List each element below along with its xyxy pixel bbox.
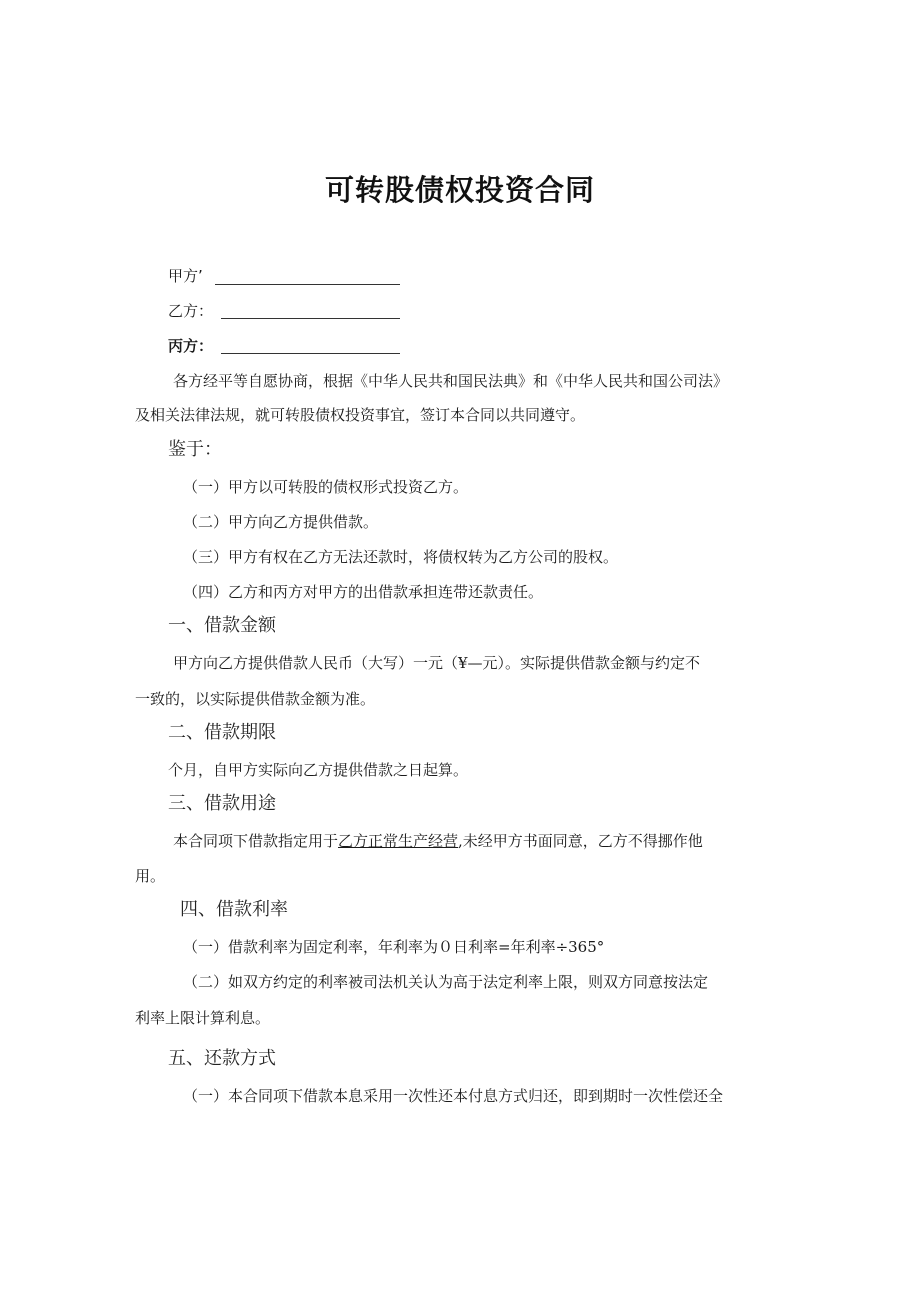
intro-line-1: 各方经平等自愿协商，根据《中华人民共和国民法典》和《中华人民共和国公司法》 [173,372,729,390]
section-1-line-2: 一致的，以实际提供借款金额为准。 [135,690,376,708]
party-c-label: 丙方： [168,337,214,355]
section-3-line-2: 用。 [135,867,166,885]
whereas-item-4: （四）乙方和丙方对甲方的出借款承担连带还款责任。 [183,583,544,601]
section-3-line-1 [173,831,703,851]
section-3-heading: 三、借款用途 [168,793,276,814]
section-5-heading: 五、还款方式 [168,1048,276,1069]
whereas-item-1: （一）甲方以可转股的债权形式投资乙方。 [183,478,469,496]
section-3-line-1-pre: 本合同项下借款指定用于 [173,832,339,850]
whereas-heading: 鉴于： [168,439,222,460]
whereas-item-2: （二）甲方向乙方提供借款。 [183,513,379,531]
party-b-label: 乙方： [168,302,214,320]
party-a-blank [215,284,400,285]
party-c-blank [221,353,400,354]
document-title: 可转股债权投资合同 [324,173,595,207]
section-4-item-1: （一）借款利率为固定利率，年利率为０日利率=年利率÷365° [183,938,605,956]
whereas-item-3: （三）甲方有权在乙方无法还款时，将债权转为乙方公司的股权。 [183,548,619,566]
party-b-blank [221,318,400,319]
section-4-item-2-line-2: 利率上限计算利息。 [135,1009,271,1027]
section-2-heading: 二、借款期限 [168,722,276,743]
section-3-line-1-post: ,未经甲方书面同意，乙方不得挪作他 [458,832,703,850]
party-a-label: 甲方’ [168,267,203,285]
section-2-line-1: 个月，自甲方实际向乙方提供借款之日起算。 [168,761,469,779]
section-3-purpose-underlined: 乙方正常生产经营 [338,832,459,850]
section-1-line-1: 甲方向乙方提供借款人民币（大写）一元（¥—元）。实际提供借款金额与约定不 [173,654,701,672]
section-1-heading: 一、借款金额 [168,615,276,636]
intro-line-2: 及相关法律法规，就可转股债权投资事宜，签订本合同以共同遵守。 [135,406,586,424]
section-4-item-2-line-1: （二）如双方约定的利率被司法机关认为高于法定利率上限，则双方同意按法定 [183,973,709,991]
section-5-item-1-line-1: （一）本合同项下借款本息采用一次性还本付息方式归还，即到期时一次性偿还全 [183,1087,724,1105]
section-4-heading: 四、借款利率 [180,899,288,920]
